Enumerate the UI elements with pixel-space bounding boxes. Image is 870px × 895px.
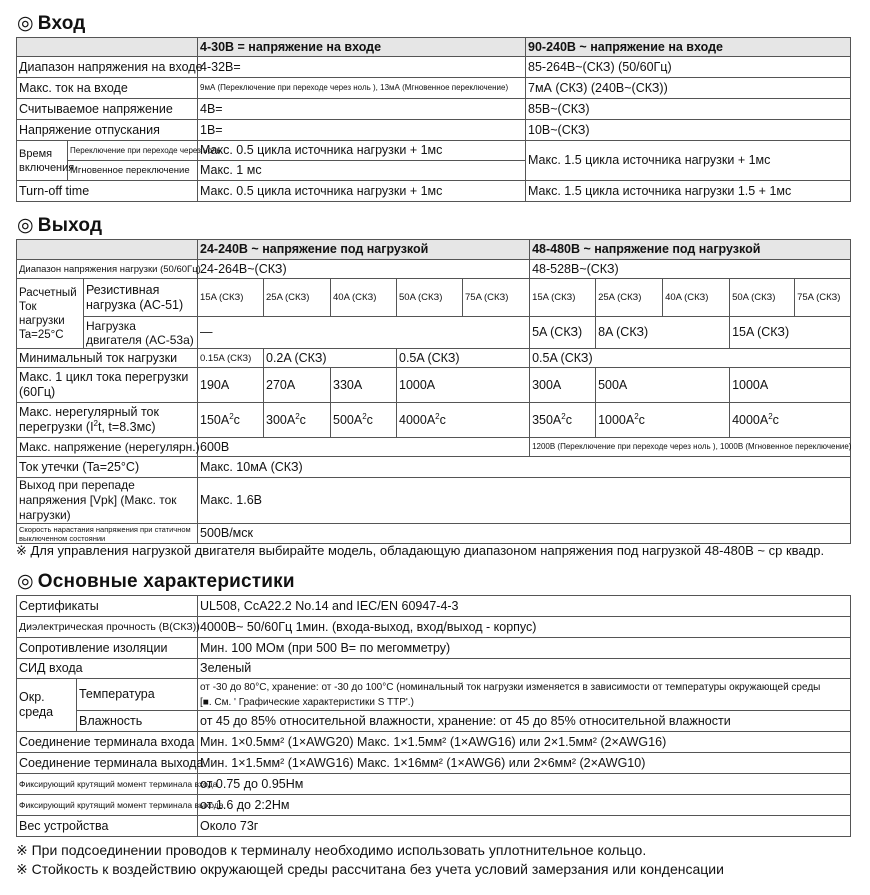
circle-mark-icon: ◎ — [17, 215, 34, 236]
cell-value: $4000A^2с$ — [730, 403, 851, 438]
cell-value: 75A (СКЗ) — [795, 279, 851, 317]
row-label: Выход при перепаде напряжения [Vpk] (Макс. ток нагрузки) — [17, 478, 198, 524]
row-label: Вес устройства — [17, 816, 198, 837]
section-title-general — [17, 570, 295, 593]
cell-value: 1000A — [730, 368, 851, 403]
output-table — [16, 239, 851, 544]
row-label: Расчетный Ток нагрузки Ta=25°C — [17, 279, 84, 349]
sub-label: Температура — [77, 679, 198, 711]
cell-value: 8A (СКЗ) — [596, 317, 730, 349]
cell-value: Мин. 100 МОм (при 500 В= по мегомметру) — [198, 638, 851, 659]
cell-value: 0.5A (СКЗ) — [530, 349, 851, 368]
cell-value: Макс. 0.5 цикла источника нагрузки + 1мс — [198, 181, 526, 202]
cell-value: UL508, CcA22.2 No.14 and IEC/EN 60947-4-3 — [198, 596, 851, 617]
cell-value: Макс. 10мА (СКЗ) — [198, 457, 851, 478]
header-col1: 4-30В = напряжение на входе — [198, 38, 526, 57]
cell-value: 24-264В~(СКЗ) — [198, 260, 530, 279]
cell-value: 0.15A (СКЗ) — [198, 349, 264, 368]
cell-value: 190A — [198, 368, 264, 403]
cell-value: $150A^2с$ — [198, 403, 264, 438]
cell-value: 85В~(СКЗ) — [526, 99, 851, 120]
cell-value: 85-264В~(СКЗ) (50/60Гц) — [526, 57, 851, 78]
cell-value: $300A^2с$ — [264, 403, 331, 438]
cell-value: 7мА (СКЗ) (240В~(СКЗ)) — [526, 78, 851, 99]
sub-label: Влажность — [77, 711, 198, 732]
row-label: Время включения — [17, 141, 68, 181]
cell-value: $350A^2с$ — [530, 403, 596, 438]
cell-value: Мин. 1×0.5мм² (1×AWG20) Макс. 1×1.5мм² (1×AWG16) или 2×1.5мм² (2×AWG16) — [198, 732, 851, 753]
sub-label: Нагрузка двигателя (AC-53a) — [84, 317, 198, 349]
cell-value: 9мА (Переключение при переходе через ноль ), 13мА (Мгновенное переключение) — [198, 78, 526, 99]
cell-value: 15A (СКЗ) — [530, 279, 596, 317]
row-label: Диэлектрическая прочность (В(СКЗ)) — [17, 617, 198, 638]
cell-value: 500В/мск — [198, 524, 851, 544]
cell-value: 4-32В= — [198, 57, 526, 78]
cell-value: 40A (СКЗ) — [331, 279, 397, 317]
cell-value: 330A — [331, 368, 397, 403]
cell-value: Мин. 1×1.5мм² (1×AWG16) Макс. 1×16мм² (1×AWG6) или 2×6мм² (2×AWG10) — [198, 753, 851, 774]
header-col2: 48-480В ~ напряжение под нагрузкой — [530, 240, 851, 260]
row-label: Напряжение отпускания — [17, 120, 198, 141]
temp-line-1: от -30 до 80°C, хранение: от -30 до 100°C (номинальный ток нагрузки изменяется в зависимости от температуры окружающей среды — [200, 681, 821, 693]
cell-value: 5A (СКЗ) — [530, 317, 596, 349]
cell-value: 1В= — [198, 120, 526, 141]
input-table — [16, 37, 851, 202]
row-label: Ток утечки (Ta=25°C) — [17, 457, 198, 478]
row-label: Макс. 1 цикл тока перегрузки (60Гц) — [17, 368, 198, 403]
header-blank — [17, 240, 198, 260]
sub-label: Переключение при переходе через ноль — [68, 141, 198, 161]
cell-value: от 45 до 85% относительной влажности, хранение: от 45 до 85% относительной влажности — [198, 711, 851, 732]
row-label: Соединение терминала входа — [17, 732, 198, 753]
row-label: СИД входа — [17, 659, 198, 679]
general-table — [16, 595, 851, 837]
row-label: Turn-off time — [17, 181, 198, 202]
cell-value: от 0.75 до 0.95Нм — [198, 774, 851, 795]
sub-label: Резистивная нагрузка (AC-51) — [84, 279, 198, 317]
cell-value: 50A (СКЗ) — [730, 279, 795, 317]
cell-value: от 1.6 до 2:2Нм — [198, 795, 851, 816]
section-title-text: Выход — [37, 215, 103, 236]
cell-value: Макс. 1 мс — [198, 161, 526, 181]
section-title-text: Вход — [37, 13, 86, 34]
cell-value: Зеленый — [198, 659, 851, 679]
cell-value: 10В~(СКЗ) — [526, 120, 851, 141]
cell-value — [198, 679, 851, 711]
section-title-text: Основные характеристики — [37, 571, 295, 592]
row-label: Фиксирующий крутящий момент терминала входа — [17, 774, 198, 795]
sub-label: Мгновенное переключение — [68, 161, 198, 181]
header-blank — [17, 38, 198, 57]
cell-value: Макс. 1.6В — [198, 478, 851, 524]
cell-value: 1000A — [397, 368, 530, 403]
cell-value: 15A (СКЗ) — [198, 279, 264, 317]
row-label: Считываемое напряжение — [17, 99, 198, 120]
row-label: Диапазон напряжения нагрузки (50/60Гц) — [17, 260, 198, 279]
cell-value: Макс. 1.5 цикла источника нагрузки + 1мс — [526, 141, 851, 181]
cell-value: 0.2A (СКЗ) — [264, 349, 397, 368]
cell-value: 300A — [530, 368, 596, 403]
cell-value: Макс. 0.5 цикла источника нагрузки + 1мс — [198, 141, 526, 161]
row-label: Скорость нарастания напряжения при статичном выключенном состоянии — [17, 524, 198, 544]
output-note: ※ Для управления нагрузкой двигателя выбирайте модель, обладающую диапазоном напряжения под нагрузкой 48-480В ~ ср квадр. — [16, 543, 825, 558]
section-title-input — [17, 12, 86, 35]
cell-value: 15A (СКЗ) — [730, 317, 851, 349]
cell-value: 4В= — [198, 99, 526, 120]
cell-value: 48-528В~(СКЗ) — [530, 260, 851, 279]
cell-value: 40A (СКЗ) — [663, 279, 730, 317]
cell-value: Около 73г — [198, 816, 851, 837]
cell-value: 500A — [596, 368, 730, 403]
cell-value: $500A^2с$ — [331, 403, 397, 438]
temp-line-2: [■. См. ' Графические характеристики S TTP'.) — [200, 696, 414, 708]
cell-value: $4000A^2с$ — [397, 403, 530, 438]
row-label: Макс. ток на входе — [17, 78, 198, 99]
circle-mark-icon: ◎ — [17, 13, 34, 34]
row-label: Сертификаты — [17, 596, 198, 617]
cell-value: $1000A^2с$ — [596, 403, 730, 438]
cell-value: Макс. 1.5 цикла источника нагрузки 1.5 + 1мс — [526, 181, 851, 202]
cell-value: 25A (СКЗ) — [596, 279, 663, 317]
row-label: Макс. напряжение (нерегулярн.) — [17, 438, 198, 457]
cell-value: 4000В~ 50/60Гц 1мин. (входа-выход, вход/выход - корпус) — [198, 617, 851, 638]
row-label: Диапазон напряжения на входе — [17, 57, 198, 78]
cell-value: 1200В (Переключение при переходе через ноль ), 1000В (Мгновенное переключение) — [530, 438, 851, 457]
cell-value: 25A (СКЗ) — [264, 279, 331, 317]
cell-value: 270A — [264, 368, 331, 403]
general-note-2: ※ Стойкость к воздействию окружающей среды рассчитана без учета условий замерзания или конденсации — [16, 861, 724, 877]
section-title-output — [17, 214, 102, 237]
row-label: Фиксирующий крутящий момент терминала выхода — [17, 795, 198, 816]
cell-value: — — [198, 317, 530, 349]
row-label: Сопротивление изоляции — [17, 638, 198, 659]
row-label: Минимальный ток нагрузки — [17, 349, 198, 368]
cell-value: 600В — [198, 438, 530, 457]
general-note-1: ※ При подсоединении проводов к терминалу необходимо использовать уплотнительное кольцо. — [16, 842, 647, 858]
row-label: Окр. среда — [17, 679, 77, 732]
circle-mark-icon: ◎ — [17, 571, 34, 592]
cell-value: 75A (СКЗ) — [463, 279, 530, 317]
cell-value: 50A (СКЗ) — [397, 279, 463, 317]
header-col1: 24-240В ~ напряжение под нагрузкой — [198, 240, 530, 260]
header-col2: 90-240В ~ напряжение на входе — [526, 38, 851, 57]
row-label: Макс. нерегулярный ток перегрузки ($I^2t$, t=8.3мс) — [17, 403, 198, 438]
row-label: Соединение терминала выхода — [17, 753, 198, 774]
cell-value: 0.5A (СКЗ) — [397, 349, 530, 368]
